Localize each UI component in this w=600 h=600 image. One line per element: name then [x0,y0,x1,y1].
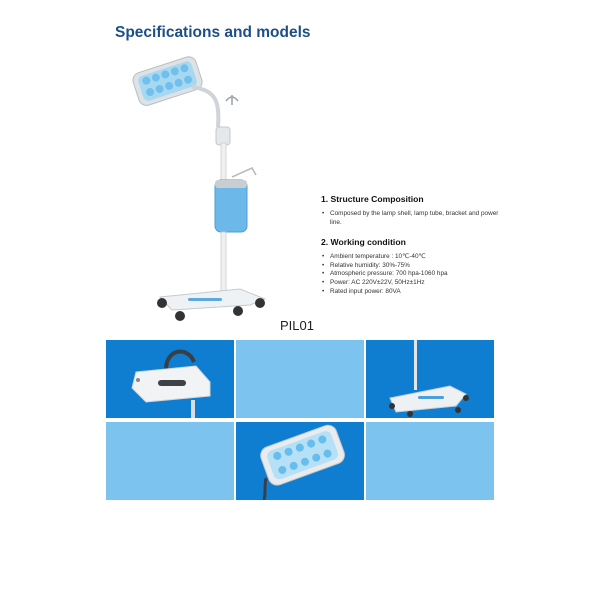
lamp-head [131,55,204,107]
structure-list [321,210,511,227]
gallery-tile-blank [366,422,494,500]
spec-item: • Ambient temperature : 10℃-40℃ [321,253,511,262]
section-heading-structure: 1. Structure Composition [321,194,424,204]
specifications [321,194,511,306]
section-heading-working-condition: 2. Working condition [321,237,406,248]
spec-item: • Power: AC 220V±22V, 50Hz±1Hz [321,279,511,288]
product-image [120,55,280,330]
gallery-tile-stand-base [366,340,494,418]
model-code: PIL01 [280,318,314,333]
gallery-tile-lamp-head-back [106,340,234,418]
working-condition-list [321,253,511,296]
spec-item: • Composed by the lamp shell, lamp tube, bracket and power line. [321,210,511,227]
spec-item: • Rated input power: 80VA [321,288,511,297]
page-title: Specifications and models [115,24,311,41]
gallery-tile-blank [236,340,364,418]
spec-item: • Atmospheric pressure: 700 hpa-1060 hpa [321,270,511,279]
gallery-tile-lamp-head-front [236,422,364,500]
spec-item: • Relative humidity: 30%-75% [321,262,511,271]
gallery-tile-blank [106,422,234,500]
product-gallery [106,340,494,500]
